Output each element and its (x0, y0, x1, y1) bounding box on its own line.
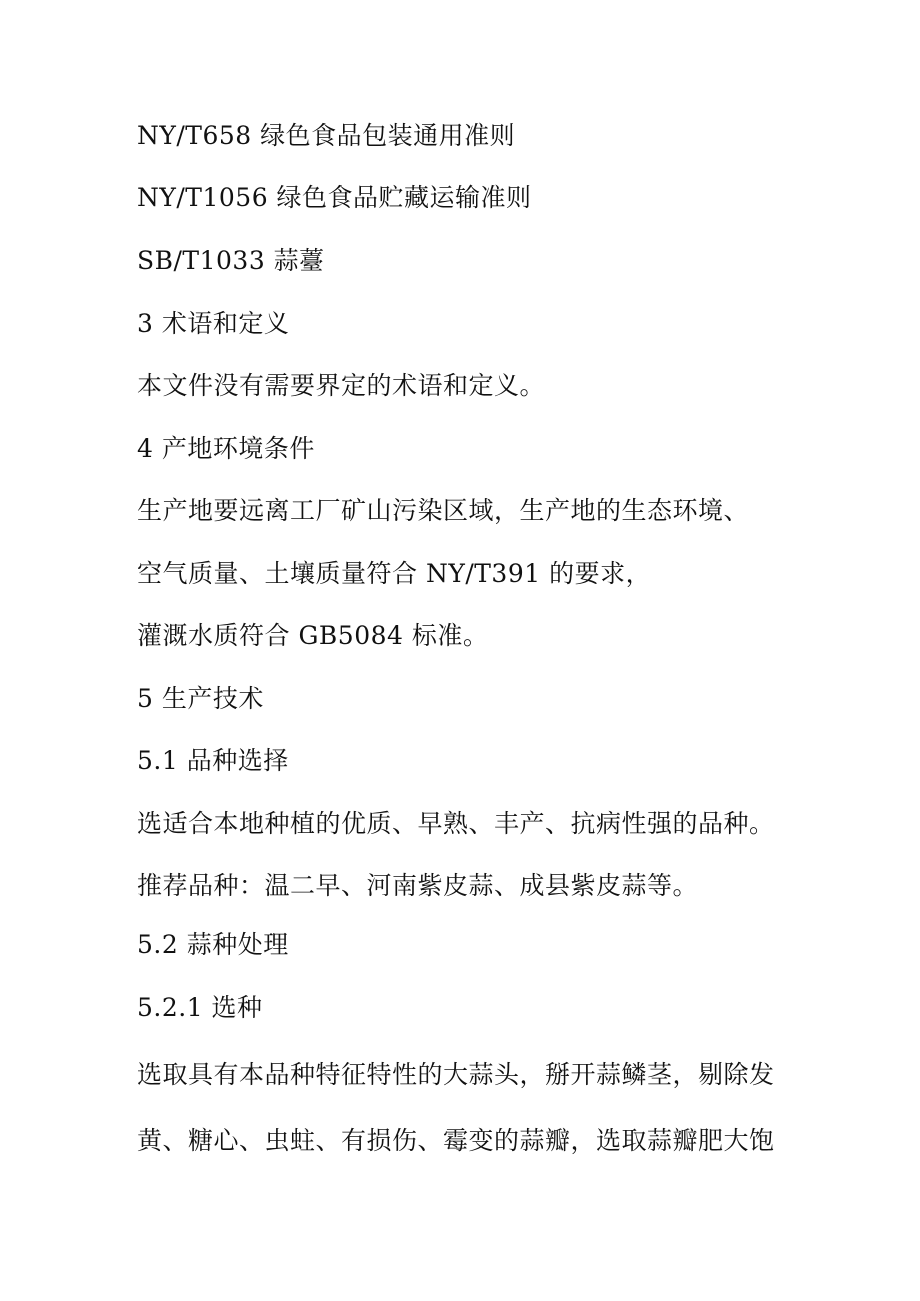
section-4-paragraph-line-2: 空气质量、土壤质量符合 NY/T391 的要求， (137, 559, 652, 588)
section-5-2-1-paragraph-line-2: 黄、糖心、虫蛀、有损伤、霉变的蒜瓣，选取蒜瓣肥大饱 (137, 1126, 775, 1155)
section-4-heading: 4 产地环境条件 (137, 434, 315, 463)
section-5-heading: 5 生产技术 (137, 684, 264, 713)
section-5-2-1-paragraph-line-1: 选取具有本品种特征特性的大蒜头，掰开蒜鳞茎，剔除发 (137, 1060, 775, 1089)
section-4-paragraph-line-1: 生产地要远离工厂矿山污染区域，生产地的生态环境、 (137, 496, 750, 525)
section-5-2-1-heading: 5.2.1 选种 (137, 993, 263, 1022)
reference-ny-t658: NY/T658 绿色食品包装通用准则 (137, 121, 516, 150)
section-3-paragraph: 本文件没有需要界定的术语和定义。 (137, 371, 546, 400)
reference-ny-t1056: NY/T1056 绿色食品贮藏运输准则 (137, 183, 532, 212)
section-3-heading: 3 术语和定义 (137, 309, 290, 338)
section-5-1-paragraph-line-1: 选适合本地种植的优质、早熟、丰产、抗病性强的品种。 (137, 809, 775, 838)
section-5-2-heading: 5.2 蒜种处理 (137, 930, 289, 959)
section-4-paragraph-line-3: 灌溉水质符合 GB5084 标准。 (137, 621, 489, 650)
section-5-1-heading: 5.1 品种选择 (137, 746, 289, 775)
reference-sb-t1033: SB/T1033 蒜薹 (137, 246, 325, 275)
section-5-1-paragraph-line-2: 推荐品种：温二早、河南紫皮蒜、成县紫皮蒜等。 (137, 871, 699, 900)
